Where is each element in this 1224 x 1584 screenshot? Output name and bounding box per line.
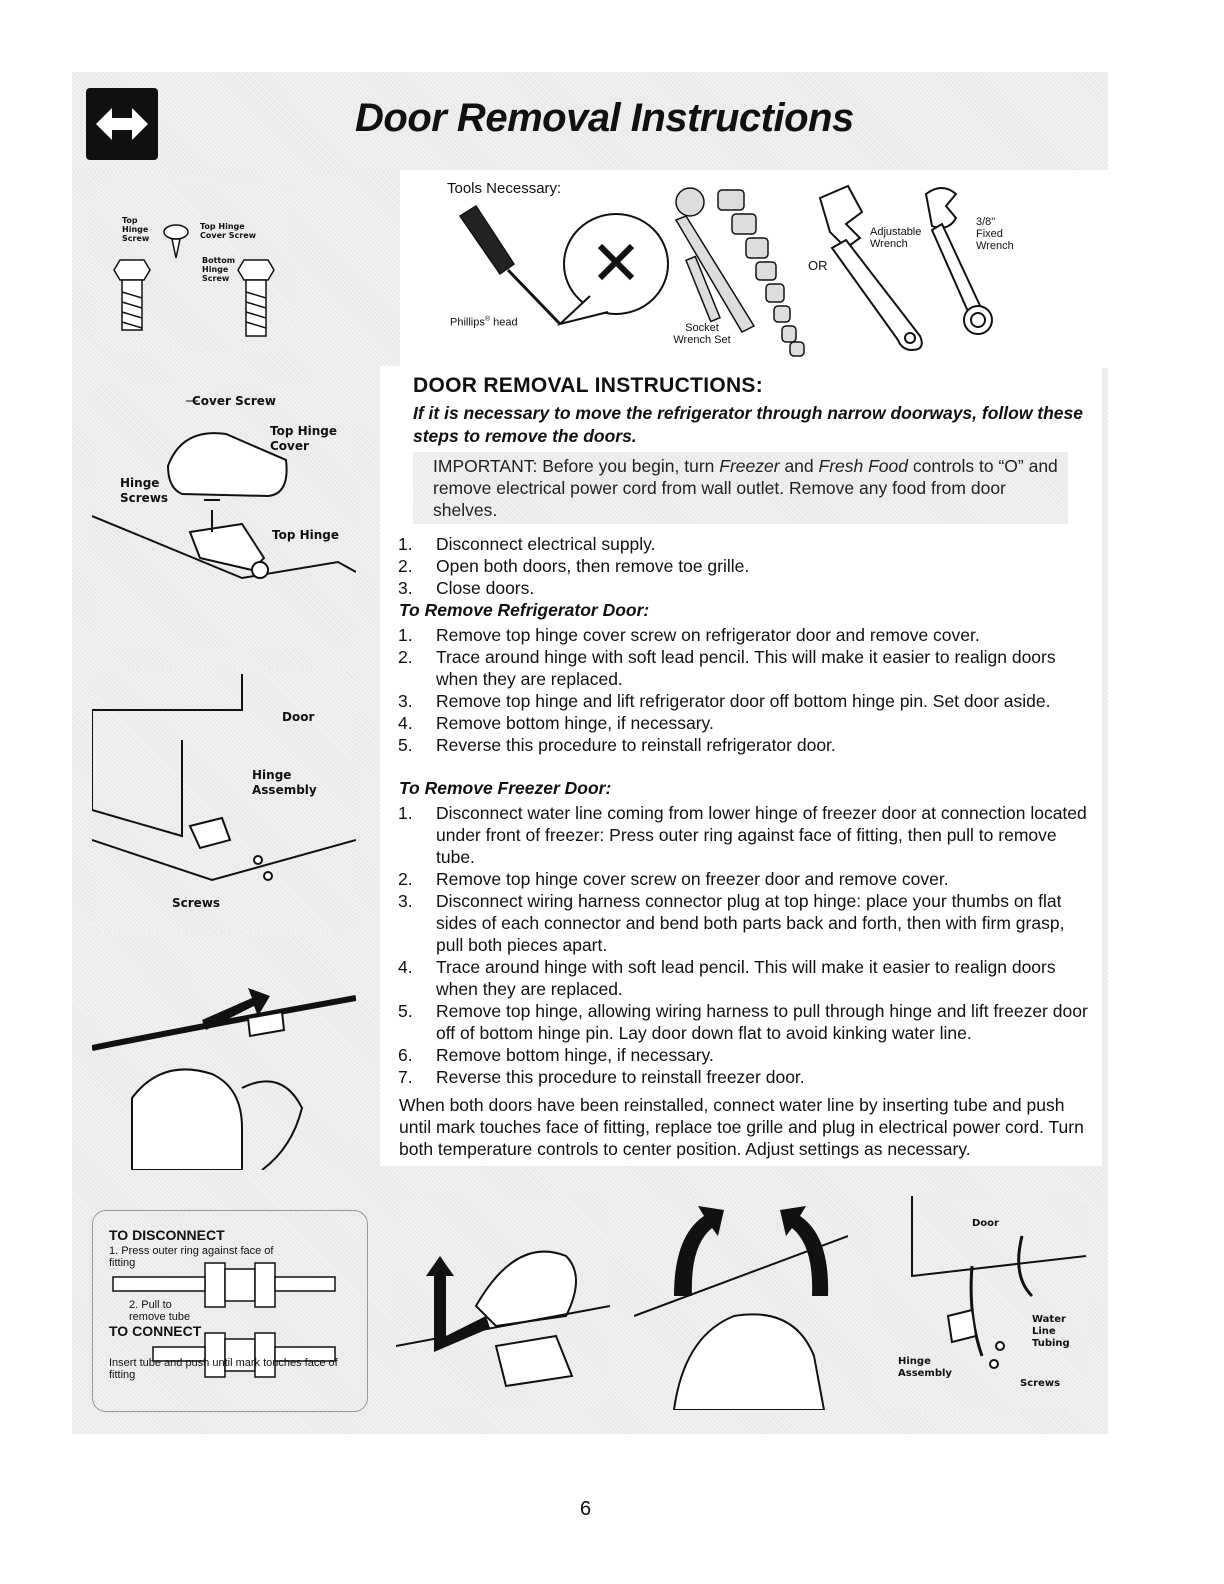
step-text: Remove top hinge and lift refrigerator door off bottom hinge pin. Set door aside. (436, 691, 1051, 711)
step-text: Remove top hinge, allowing wiring harness to pull through hinge and lift freezer door off of bottom hinge pin. Lay door down flat to avoid kinking water line. (436, 1001, 1088, 1043)
step-text: Remove bottom hinge, if necessary. (436, 1045, 714, 1065)
water-line-disconnect-figure (92, 978, 356, 1170)
label-bottom-hinge-screw: Bottom Hinge Screw (202, 256, 236, 283)
section-title: DOOR REMOVAL INSTRUCTIONS: (413, 374, 764, 397)
registered-mark: ® (484, 316, 491, 323)
socket-wrench-label: Socket Wrench Set (673, 322, 731, 346)
hinge-cover-removal-figure (396, 1196, 610, 1410)
freezer-steps-list (398, 802, 1093, 1088)
list-item: 4. Remove bottom hinge, if necessary. (398, 713, 714, 733)
top-hinge-shape (190, 524, 264, 570)
screws-figure (92, 182, 292, 350)
double-arrow-icon (86, 88, 158, 160)
list-item: 3. Remove top hinge and lift refrigerator door off bottom hinge pin. Set door aside. (398, 691, 1051, 711)
water-tube-shape (971, 1236, 1032, 1356)
or-label: OR (808, 258, 828, 273)
important-label: IMPORTANT: (433, 456, 538, 476)
water-tube-shape (92, 998, 356, 1048)
bottom-hinge-screw-illustration (238, 260, 274, 336)
phillips-head-label (450, 314, 518, 329)
step-text: Trace around hinge with soft lead pencil. This will make it easier to realign doors when they are replaced. (436, 647, 1056, 689)
hands-shape (674, 1314, 824, 1410)
fixed-wrench-illustration (926, 188, 992, 334)
list-item: 2. Trace around hinge with soft lead pencil. This will make it easier to realign doors when they are replaced. (398, 647, 1056, 689)
head-label: head (493, 316, 518, 329)
refrigerator-heading: To Remove Refrigerator Door: (399, 600, 650, 620)
door-shape (912, 1196, 1086, 1276)
important-part-1: Before you begin, turn (537, 456, 720, 476)
label-top-hinge-cover: Top Hinge Cover (270, 424, 338, 453)
top-hinge-figure (92, 382, 356, 648)
freezer-control-name: Freezer (719, 456, 780, 476)
step-text: Disconnect wiring harness connector plug at top hinge: place your thumbs on flat sides of each connector and bend both parts back and forth, then with firm grasp, pull both pieces apart. (436, 891, 1065, 955)
adjustable-wrench-label: Adjustable Wrench (870, 226, 922, 250)
tools-illustration (450, 176, 1100, 366)
label-hinge-assembly: Hinge Assembly (252, 768, 317, 797)
label-door: Door (972, 1218, 999, 1229)
label-top-hinge: Top Hinge (272, 528, 340, 542)
tools-necessary-label: Tools Necessary: (447, 180, 562, 197)
step-text: Disconnect electrical supply. (436, 534, 656, 554)
closing-paragraph: When both doors have been reinstalled, connect water line by inserting tube and push until mark touches face of fitting, replace toe grille and plug in electrical power cord. Turn both temperature controls to center position. Adjust settings as necessary. (399, 1095, 1084, 1159)
label-hinge-assembly: Hinge Assembly (898, 1356, 952, 1379)
prep-steps-list (398, 533, 1093, 599)
list-item: 5. Remove top hinge, allowing wiring harness to pull through hinge and lift freezer door off of bottom hinge pin. Lay door down flat to avoid kinking water line. (398, 1001, 1088, 1043)
list-item: 4. Trace around hinge with soft lead pencil. This will make it easier to realign doors when they are replaced. (398, 957, 1056, 999)
hinge-shape (496, 1336, 572, 1386)
step-text: Trace around hinge with soft lead pencil. This will make it easier to realign doors when they are replaced. (436, 957, 1056, 999)
important-part-2: and (779, 456, 819, 476)
rotate-right-arrow-icon (780, 1206, 828, 1296)
phillips-screwdriver-illustration (460, 206, 560, 324)
label-top-hinge-cover-screw: Top Hinge Cover Screw (200, 222, 257, 240)
important-notice (413, 452, 1068, 524)
page-number: 6 (580, 1498, 592, 1520)
disconnect-step-1: 1. Press outer ring against face of fitting (109, 1245, 274, 1269)
step-text: Reverse this procedure to reinstall freezer door. (436, 1067, 805, 1087)
phillips-bit-bubble (560, 214, 668, 324)
step-text: Remove top hinge cover screw on refrigerator door and remove cover. (436, 625, 980, 645)
list-item: 2. Remove top hinge cover screw on freezer door and remove cover. (398, 869, 949, 889)
list-item: 1. Remove top hinge cover screw on refrigerator door and remove cover. (398, 625, 980, 645)
connect-title: TO CONNECT (109, 1323, 202, 1339)
important-part-3: controls to “O” and remove electrical power cord from wall outlet. Remove any food from door shelves. (433, 456, 1058, 520)
label-top-hinge-screw: Top Hinge Screw (122, 216, 150, 243)
list-item: 3. Close doors. (398, 578, 535, 598)
hinge-assembly-figure (92, 670, 356, 934)
page-title: Door Removal Instructions (355, 96, 854, 140)
door-shape (92, 674, 242, 836)
list-item: 1. Disconnect electrical supply. (398, 534, 656, 554)
wiring-harness-figure (634, 1196, 848, 1410)
label-screws: Screws (172, 896, 221, 910)
refrigerator-steps-list (398, 624, 1093, 756)
top-hinge-screw-illustration (114, 260, 150, 330)
list-item: 6. Remove bottom hinge, if necessary. (398, 1045, 714, 1065)
list-item: 1. Disconnect water line coming from lower hinge of freezer door at connection located under front of freezer: Press outer ring against face of fitting, then pull to remove tube. (398, 803, 1087, 867)
list-item: 3. Disconnect wiring harness connector plug at top hinge: place your thumbs on flat sides of each connector and bend both parts back and forth, then with firm grasp, pull both pieces apart. (398, 891, 1065, 955)
hinge-assembly-shape (190, 818, 230, 848)
step-text: Close doors. (436, 578, 535, 598)
label-hinge-screws: Hinge Screws (120, 476, 169, 505)
label-door: Door (282, 710, 315, 724)
list-item: 5. Reverse this procedure to reinstall refrigerator door. (398, 735, 836, 755)
label-screws: Screws (1020, 1378, 1061, 1389)
label-water-line-tubing: Water Line Tubing (1032, 1314, 1070, 1349)
water-line-hinge-figure (872, 1196, 1086, 1410)
cover-screw-illustration (164, 225, 188, 258)
step-text: Remove top hinge cover screw on freezer door and remove cover. (436, 869, 949, 889)
step-text: Remove bottom hinge, if necessary. (436, 713, 714, 733)
connect-disconnect-box (92, 1210, 368, 1412)
list-item: 2. Open both doors, then remove toe grille. (398, 556, 750, 576)
fixed-wrench-label: 3/8" Fixed Wrench (976, 216, 1014, 252)
step-text: Reverse this procedure to reinstall refrigerator door. (436, 735, 836, 755)
connect-text: Insert tube and push until mark touches face of fitting (109, 1357, 338, 1381)
hinge-assembly-shape (948, 1310, 976, 1342)
fresh-food-control-name: Fresh Food (818, 456, 908, 476)
hinge-cover-shape (168, 433, 287, 496)
adjustable-wrench-illustration (820, 186, 922, 350)
hand-shape (132, 1069, 242, 1170)
disconnect-step-2: 2. Pull to remove tube (129, 1299, 191, 1323)
rotate-left-arrow-icon (674, 1206, 724, 1296)
label-cover-screw: Cover Screw (192, 394, 277, 408)
list-item: 7. Reverse this procedure to reinstall freezer door. (398, 1067, 805, 1087)
intro-text: If it is necessary to move the refrigerator through narrow doorways, follow these steps to remove the doors. (413, 403, 1084, 446)
important-text (433, 452, 1068, 521)
step-text: Open both doors, then remove toe grille. (436, 556, 750, 576)
phillips-label: Phillips (450, 316, 485, 329)
disconnect-title: TO DISCONNECT (109, 1227, 225, 1243)
step-text: Disconnect water line coming from lower hinge of freezer door at connection located under front of freezer: Press outer ring against face of fitting, then pull to remove tube. (436, 803, 1087, 867)
freezer-heading: To Remove Freezer Door: (399, 778, 612, 798)
